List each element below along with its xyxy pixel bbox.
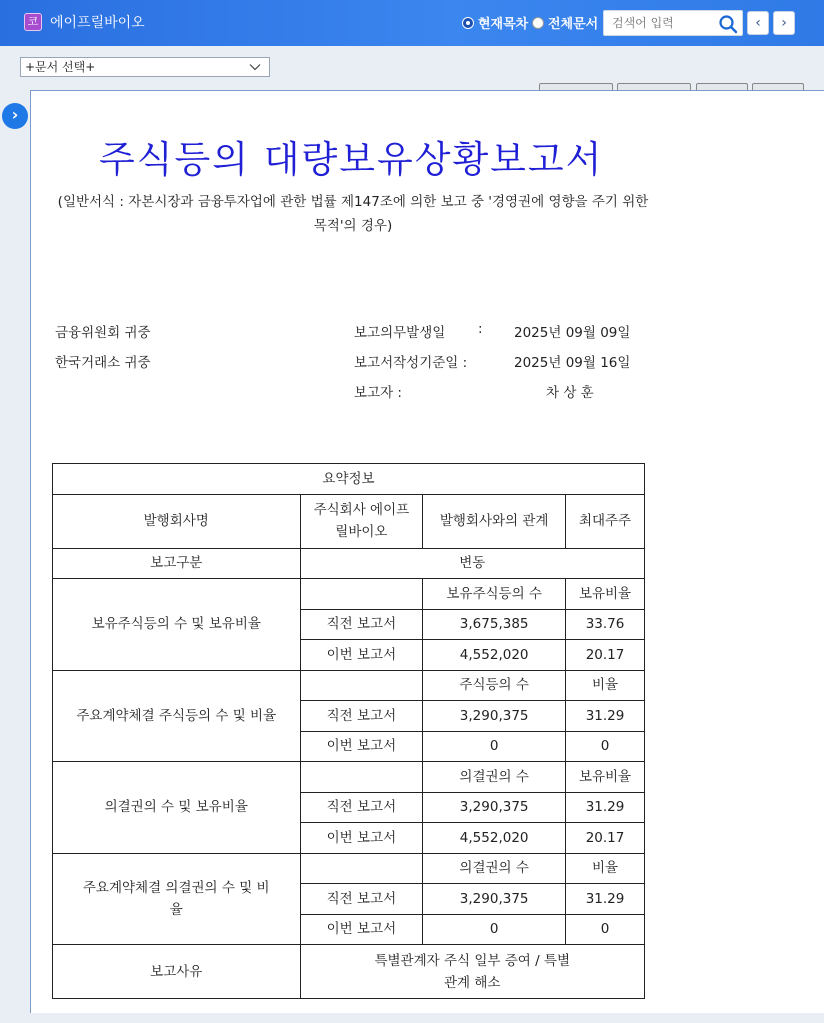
report-type-label: 보고구분 (53, 548, 301, 579)
prev-ratio: 33.76 (566, 609, 645, 640)
this-report-label: 이번 보고서 (300, 914, 423, 945)
section-label: 의결권의 수 및 보유비율 (53, 762, 301, 854)
table-row (53, 464, 645, 495)
prev-report-label: 직전 보고서 (300, 884, 423, 915)
app-logo-icon: 코 (24, 13, 42, 31)
reporter-label: 보고자 : (354, 385, 402, 401)
radio-current-toc[interactable] (462, 13, 528, 32)
section-col2-header: 보유비율 (566, 762, 645, 793)
section-col1-header: 보유주식등의 수 (423, 579, 566, 610)
relation-label: 발행회사와의 관계 (423, 494, 566, 548)
search-icon[interactable] (718, 14, 738, 34)
section-col1-header: 의결권의 수 (423, 762, 566, 793)
radio-checked-icon[interactable] (462, 17, 474, 29)
summary-title: 요약정보 (53, 464, 645, 495)
prev-count: 3,290,375 (423, 701, 566, 732)
radio-unchecked-icon[interactable] (532, 17, 544, 29)
section-label: 보유주식등의 수 및 보유비율 (53, 579, 301, 671)
table-row (53, 579, 645, 610)
reporter-value: 차 상 훈 (546, 385, 594, 401)
radio-all-docs[interactable] (532, 13, 598, 32)
cur-ratio: 20.17 (566, 823, 645, 854)
relation-value: 최대주주 (566, 494, 645, 548)
cur-count: 4,552,020 (423, 640, 566, 671)
prev-report-label: 직전 보고서 (300, 701, 423, 732)
this-report-label: 이번 보고서 (300, 731, 423, 762)
section-col2-header: 보유비율 (566, 579, 645, 610)
table-row (53, 494, 645, 548)
document-select[interactable] (20, 57, 270, 77)
report-date-label: 보고의무발생일 (354, 325, 446, 341)
empty-cell (300, 579, 423, 610)
empty-cell (300, 853, 423, 884)
top-bar (0, 0, 824, 46)
app-title: 에이프릴바이오 (50, 14, 145, 30)
this-report-label: 이번 보고서 (300, 823, 423, 854)
cur-count: 0 (423, 914, 566, 945)
prev-report-label: 직전 보고서 (300, 792, 423, 823)
cur-count: 4,552,020 (423, 823, 566, 854)
table-row (53, 762, 645, 793)
search-input[interactable] (604, 11, 714, 35)
report-date-colon: : (478, 321, 483, 337)
table-row (53, 853, 645, 884)
addressee-fsc: 금융위원회 귀중 (55, 325, 151, 341)
cur-ratio: 20.17 (566, 640, 645, 671)
prev-ratio: 31.29 (566, 701, 645, 732)
report-date-value: 2025년 09월 09일 (514, 325, 631, 341)
section-col2-header: 비율 (566, 853, 645, 884)
table-row (53, 945, 645, 999)
prev-button[interactable]: ‹ (747, 11, 769, 35)
next-button[interactable]: › (773, 11, 795, 35)
prev-count: 3,675,385 (423, 609, 566, 640)
base-date-value: 2025년 09월 16일 (514, 355, 631, 371)
table-row (53, 548, 645, 579)
prev-ratio: 31.29 (566, 792, 645, 823)
cur-ratio: 0 (566, 914, 645, 945)
empty-cell (300, 670, 423, 701)
radio-all-label: 전체문서 (548, 17, 599, 32)
prev-count: 3,290,375 (423, 884, 566, 915)
issuer-label: 발행회사명 (53, 494, 301, 548)
chevron-down-icon (249, 61, 261, 73)
prev-report-label: 직전 보고서 (300, 609, 423, 640)
issuer-value: 주식회사 에이프릴바이오 (300, 494, 423, 548)
table-row (53, 670, 645, 701)
section-col2-header: 비율 (566, 670, 645, 701)
summary-table (52, 463, 645, 999)
report-type-value: 변동 (300, 548, 645, 579)
section-col1-header: 의결권의 수 (423, 853, 566, 884)
prev-count: 3,290,375 (423, 792, 566, 823)
document-title: 주식등의 대량보유상황보고서 (99, 138, 604, 181)
cur-count: 0 (423, 731, 566, 762)
reason-value: 특별관계자 주식 일부 증여 / 특별관계 해소 (300, 945, 645, 999)
prev-ratio: 31.29 (566, 884, 645, 915)
search-box (603, 10, 743, 36)
side-panel-toggle-button[interactable]: › (2, 103, 28, 129)
document-panel (30, 90, 824, 1013)
reason-label: 보고사유 (53, 945, 301, 999)
section-label: 주요계약체결 주식등의 수 및 비율 (53, 670, 301, 762)
radio-current-label: 현재목차 (478, 17, 529, 32)
section-label: 주요계약체결 의결권의 수 및 비율 (53, 853, 301, 945)
document-select-value: +문서 선택+ (25, 60, 96, 74)
section-col1-header: 주식등의 수 (423, 670, 566, 701)
cur-ratio: 0 (566, 731, 645, 762)
empty-cell (300, 762, 423, 793)
document-subtitle: (일반서식 : 자본시장과 금융투자업에 관한 법률 제147조에 의한 보고 중 '경영권에 영향을 주기 위한 목적'의 경우) (57, 194, 649, 234)
base-date-label: 보고서작성기준일 : (354, 355, 468, 371)
this-report-label: 이번 보고서 (300, 640, 423, 671)
addressee-krx: 한국거래소 귀중 (55, 355, 151, 371)
